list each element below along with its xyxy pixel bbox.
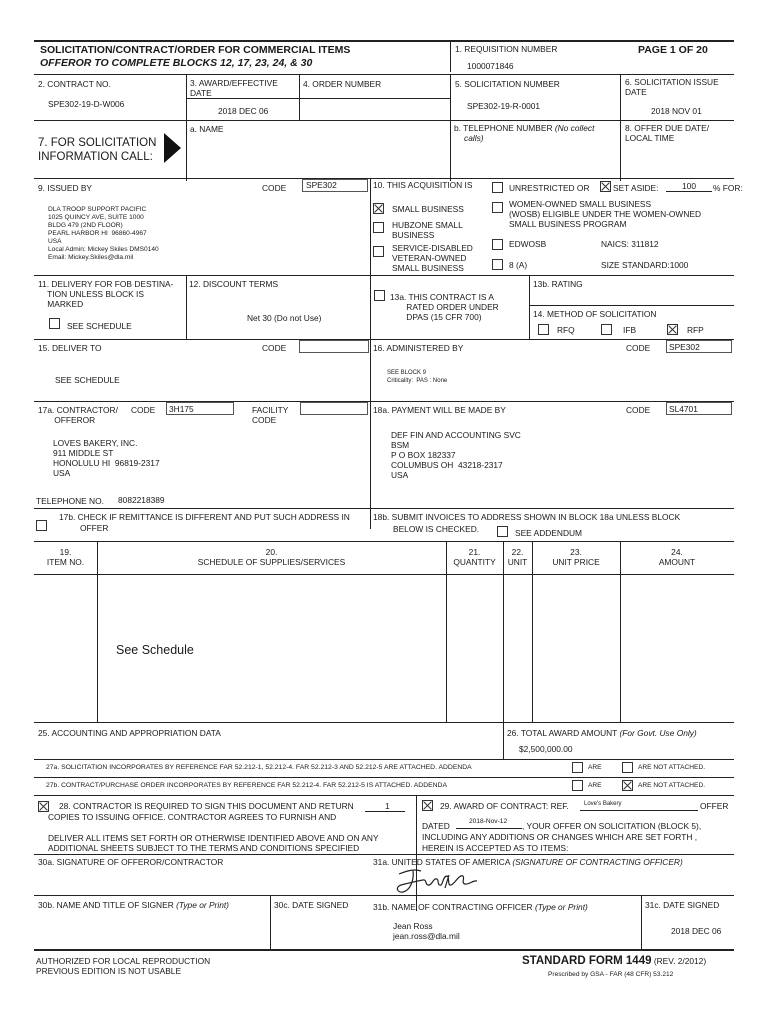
officer-date-label: 31c. DATE SIGNED: [645, 900, 720, 910]
27a-are-label: ARE: [588, 764, 602, 771]
deliver-to-code-box[interactable]: [299, 340, 369, 353]
facility-code-box[interactable]: [300, 402, 368, 415]
telephone-label: b. TELEPHONE NUMBER (No collect: [454, 123, 595, 133]
deliver-to-code-label: CODE: [262, 343, 287, 353]
award-line1: 29. AWARD OF CONTRACT: REF.: [440, 801, 569, 811]
prescribed-by: Prescribed by GSA - FAR (48 CFR) 53.212: [548, 971, 674, 978]
contractor-label: 17a. CONTRACTOR/ OFFEROR: [38, 405, 118, 425]
usa-signature-label: 31a. UNITED STATES OF AMERICA (SIGNATURE OF CONTRACTING OFFICER): [373, 857, 683, 867]
col-unit: 22. UNIT: [507, 547, 528, 567]
27b-are-not-checkbox[interactable]: [622, 780, 633, 791]
officer-date-value: 2018 DEC 06: [671, 926, 722, 936]
offeror-signature-label: 30a. SIGNATURE OF OFFEROR/CONTRACTOR: [38, 857, 224, 867]
contractor-sign-line2: COPIES TO ISSUING OFFICE. CONTRACTOR AGREES TO FURNISH AND: [48, 812, 337, 822]
method-label: 14. METHOD OF SOLICITATION: [533, 309, 657, 319]
small-business-checkbox[interactable]: [373, 203, 384, 214]
rating-label: 13b. RATING: [533, 279, 583, 289]
27b-are-checkbox[interactable]: [572, 780, 583, 791]
acquisition-label: 10. THIS ACQUISITION IS: [373, 180, 473, 190]
solicitation-number-label: 5. SOLICITATION NUMBER: [455, 79, 560, 89]
invoice-label-2: BELOW IS CHECKED.: [393, 524, 480, 534]
contract-no-label: 2. CONTRACT NO.: [38, 79, 111, 89]
col-supplies-services: 20. SCHEDULE OF SUPPLIES/SERVICES: [197, 547, 346, 567]
set-aside-percent: 100: [682, 181, 696, 191]
see-schedule-label: SEE SCHEDULE: [67, 321, 132, 331]
solicitation-info-label: 7. FOR SOLICITATION INFORMATION CALL:: [38, 137, 157, 163]
sdvosb-label: SERVICE-DISABLED VETERAN-OWNED SMALL BUSINESS: [392, 243, 473, 273]
dated-label: DATED: [422, 821, 450, 831]
award-line2: , YOUR OFFER ON SOLICITATION (BLOCK 5),: [522, 821, 702, 831]
addenda-27b: 27b. CONTRACT/PURCHASE ORDER INCORPORATES BY REFERENCE FAR 52.212-4. FAR 52.212-5 IS ATTACHED. ADDENDA: [46, 782, 447, 789]
requisition-label: 1. REQUISITION NUMBER: [455, 44, 558, 54]
total-award-label: 26. TOTAL AWARD AMOUNT (For Govt. Use Only): [507, 728, 697, 738]
rfp-label: RFP: [687, 325, 704, 335]
27b-are-not-label: ARE NOT ATTACHED.: [638, 782, 706, 789]
award-line3: INCLUDING ANY ADDITIONS OR CHANGES WHICH ARE SET FORTH ,: [422, 832, 698, 842]
27a-are-not-checkbox[interactable]: [622, 762, 633, 773]
discount-terms-label: 12. DISCOUNT TERMS: [189, 279, 279, 289]
remittance-label: 17b. CHECK IF REMITTANCE IS DIFFERENT AND PUT SUCH ADDRESS IN: [59, 512, 350, 522]
requisition-value: 1000071846: [467, 61, 514, 71]
form-title: SOLICITATION/CONTRACT/ORDER FOR COMMERCIAL ITEMS: [40, 44, 351, 56]
award-date-label: 3. AWARD/EFFECTIVE DATE: [190, 78, 278, 98]
contractor-sign-line4: ADDITIONAL SHEETS SUBJECT TO THE TERMS AND CONDITIONS SPECIFIED: [48, 843, 360, 853]
27a-are-not-label: ARE NOT ATTACHED.: [638, 764, 706, 771]
total-award-value: $2,500,000.00: [519, 744, 573, 754]
solicitation-number-value: SPE302-19-R-0001: [467, 101, 541, 111]
form-subtitle: OFFEROR TO COMPLETE BLOCKS 12, 17, 23, 24, & 30: [40, 57, 313, 69]
unrestricted-label: UNRESTRICTED OR: [509, 183, 590, 193]
8a-label: 8 (A): [509, 260, 528, 270]
award-ref-value: Love's Bakery: [584, 801, 622, 807]
see-addendum-checkbox[interactable]: [497, 526, 508, 537]
telephone-no-value: 8082218389: [118, 495, 165, 505]
wosb-label: WOMEN-OWNED SMALL BUSINESS (WOSB) ELIGIBLE UNDER THE WOMEN-OWNED SMALL BUSINESS PROGRAM: [509, 199, 702, 229]
arrow-right-icon: [164, 133, 181, 163]
hubzone-checkbox[interactable]: [373, 222, 384, 233]
award-checkbox[interactable]: [422, 800, 433, 811]
contractor-address: LOVES BAKERY, INC. 911 MIDDLE ST HONOLULU HI 96819-2317 USA: [53, 438, 160, 478]
offer-date-value: 2018-Nov-12: [469, 818, 508, 825]
administered-note: SEE BLOCK 9 Criticality: PAS : None: [387, 370, 448, 384]
payment-code-value: SL4701: [669, 404, 698, 414]
administered-code-value: SPE302: [669, 342, 700, 352]
deliver-to-label: 15. DELIVER TO: [38, 343, 102, 353]
edwosb-label: EDWOSB: [509, 239, 547, 249]
signer-name-label: 30b. NAME AND TITLE OF SIGNER (Type or Print): [38, 900, 229, 910]
set-aside-for-label: % FOR:: [713, 183, 743, 193]
officer-name-value: Jean Ross jean.ross@dla.mil: [393, 921, 460, 941]
issued-by-address: DLA TROOP SUPPORT PACIFIC 1025 QUINCY AVE, SUITE 1000 BLDG 479 (2ND FLOOR) PEARL HARBOR HI 96860-4967 USA Local Admin: Mickey Skiles DMS0140 Email: Mickey.Skiles@dla.mil: [48, 206, 159, 261]
offer-due-label: 8. OFFER DUE DATE/ LOCAL TIME: [625, 123, 710, 143]
contractor-code-label: CODE: [131, 405, 156, 415]
rfp-checkbox[interactable]: [667, 324, 678, 335]
size-standard-value: SIZE STANDARD:1000: [601, 260, 689, 270]
naics-value: NAICS: 311812: [601, 239, 659, 249]
see-schedule-checkbox[interactable]: [49, 318, 60, 329]
27a-are-checkbox[interactable]: [572, 762, 583, 773]
wosb-checkbox[interactable]: [492, 202, 503, 213]
8a-checkbox[interactable]: [492, 259, 503, 270]
issued-by-code-value: SPE302: [306, 180, 337, 190]
reproduction-note: AUTHORIZED FOR LOCAL REPRODUCTION PREVIOUS EDITION IS NOT USABLE: [36, 956, 211, 976]
edwosb-checkbox[interactable]: [492, 239, 503, 250]
page-number: PAGE 1 OF 20: [638, 44, 708, 56]
contractor-sign-line1: 28. CONTRACTOR IS REQUIRED TO SIGN THIS DOCUMENT AND RETURN: [59, 801, 354, 811]
offeror-date-label: 30c. DATE SIGNED: [274, 900, 349, 910]
ifb-checkbox[interactable]: [601, 324, 612, 335]
unrestricted-checkbox[interactable]: [492, 182, 503, 193]
administered-code-label: CODE: [626, 343, 651, 353]
award-date-value: 2018 DEC 06: [218, 106, 269, 116]
sdvosb-checkbox[interactable]: [373, 246, 384, 257]
rfq-checkbox[interactable]: [538, 324, 549, 335]
payment-address: DEF FIN AND ACCOUNTING SVC BSM P O BOX 182337 COLUMBUS OH 43218-2317 USA: [391, 430, 521, 480]
col-unit-price: 23. UNIT PRICE: [552, 547, 600, 567]
copies-value: 1: [385, 801, 390, 811]
rfq-label: RFQ: [557, 325, 575, 335]
officer-name-label: 31b. NAME OF CONTRACTING OFFICER (Type or Print): [373, 902, 588, 912]
payment-code-label: CODE: [626, 405, 651, 415]
facility-code-label: FACILITY CODE: [252, 405, 289, 425]
offer-label: OFFER: [700, 801, 729, 811]
contract-no-value: SPE302-19-D-W006: [48, 99, 125, 109]
issue-date-label: 6. SOLICITATION ISSUE DATE: [625, 77, 719, 97]
accounting-label: 25. ACCOUNTING AND APPROPRIATION DATA: [38, 728, 221, 738]
issued-by-label: 9. ISSUED BY: [38, 183, 92, 193]
issue-date-value: 2018 NOV 01: [651, 106, 702, 116]
addenda-27a: 27a. SOLICITATION INCORPORATES BY REFERENCE FAR 52.212-1, 52.212-4. FAR 52.212-3 AND 52.212-5 ARE ATTACHED. ADDENDA: [46, 764, 472, 771]
telephone-note: calls): [464, 133, 484, 143]
set-aside-checkbox[interactable]: [600, 181, 611, 192]
fob-destination-label: 11. DELIVERY FOR FOB DESTINA- TION UNLESS BLOCK IS MARKED: [38, 279, 174, 309]
col-item-no: 19. ITEM NO.: [46, 547, 85, 567]
award-line4: HEREIN IS ACCEPTED AS TO ITEMS:: [422, 843, 569, 853]
administered-by-label: 16. ADMINISTERED BY: [373, 343, 464, 353]
dpas-checkbox[interactable]: [374, 290, 385, 301]
set-aside-label: SET ASIDE:: [613, 183, 659, 193]
deliver-to-value: SEE SCHEDULE: [55, 375, 120, 385]
col-amount: 24. AMOUNT: [658, 547, 696, 567]
order-number-label: 4. ORDER NUMBER: [303, 79, 382, 89]
see-addendum-label: SEE ADDENDUM: [515, 528, 583, 538]
schedule-body: See Schedule: [116, 643, 194, 657]
contractor-sign-line3: DELIVER ALL ITEMS SET FORTH OR OTHERWISE IDENTIFIED ABOVE AND ON ANY: [48, 833, 379, 843]
contracting-officer-signature: [393, 866, 483, 896]
ifb-label: IFB: [623, 325, 637, 335]
contractor-sign-checkbox[interactable]: [38, 801, 49, 812]
name-label: a. NAME: [190, 124, 224, 134]
remittance-label-2: OFFER: [80, 523, 109, 533]
discount-terms-value: Net 30 (Do not Use): [247, 313, 322, 323]
small-business-label: SMALL BUSINESS: [392, 204, 464, 214]
hubzone-label: HUBZONE SMALL BUSINESS: [392, 220, 463, 240]
telephone-no-label: TELEPHONE NO.: [36, 496, 104, 506]
issued-by-code-label: CODE: [262, 183, 287, 193]
invoice-label: 18b. SUBMIT INVOICES TO ADDRESS SHOWN IN BLOCK 18a UNLESS BLOCK: [373, 512, 681, 522]
dpas-label: 13a. THIS CONTRACT IS A RATED ORDER UNDER DPAS (15 CFR 700): [390, 292, 499, 322]
27b-are-label: ARE: [588, 782, 602, 789]
payment-label: 18a. PAYMENT WILL BE MADE BY: [373, 405, 506, 415]
col-quantity: 21. QUANTITY: [453, 547, 496, 567]
contractor-code-value: 3H175: [169, 404, 194, 414]
remittance-checkbox[interactable]: [36, 520, 47, 531]
form-number: STANDARD FORM 1449 (REV. 2/2012): [522, 955, 707, 967]
